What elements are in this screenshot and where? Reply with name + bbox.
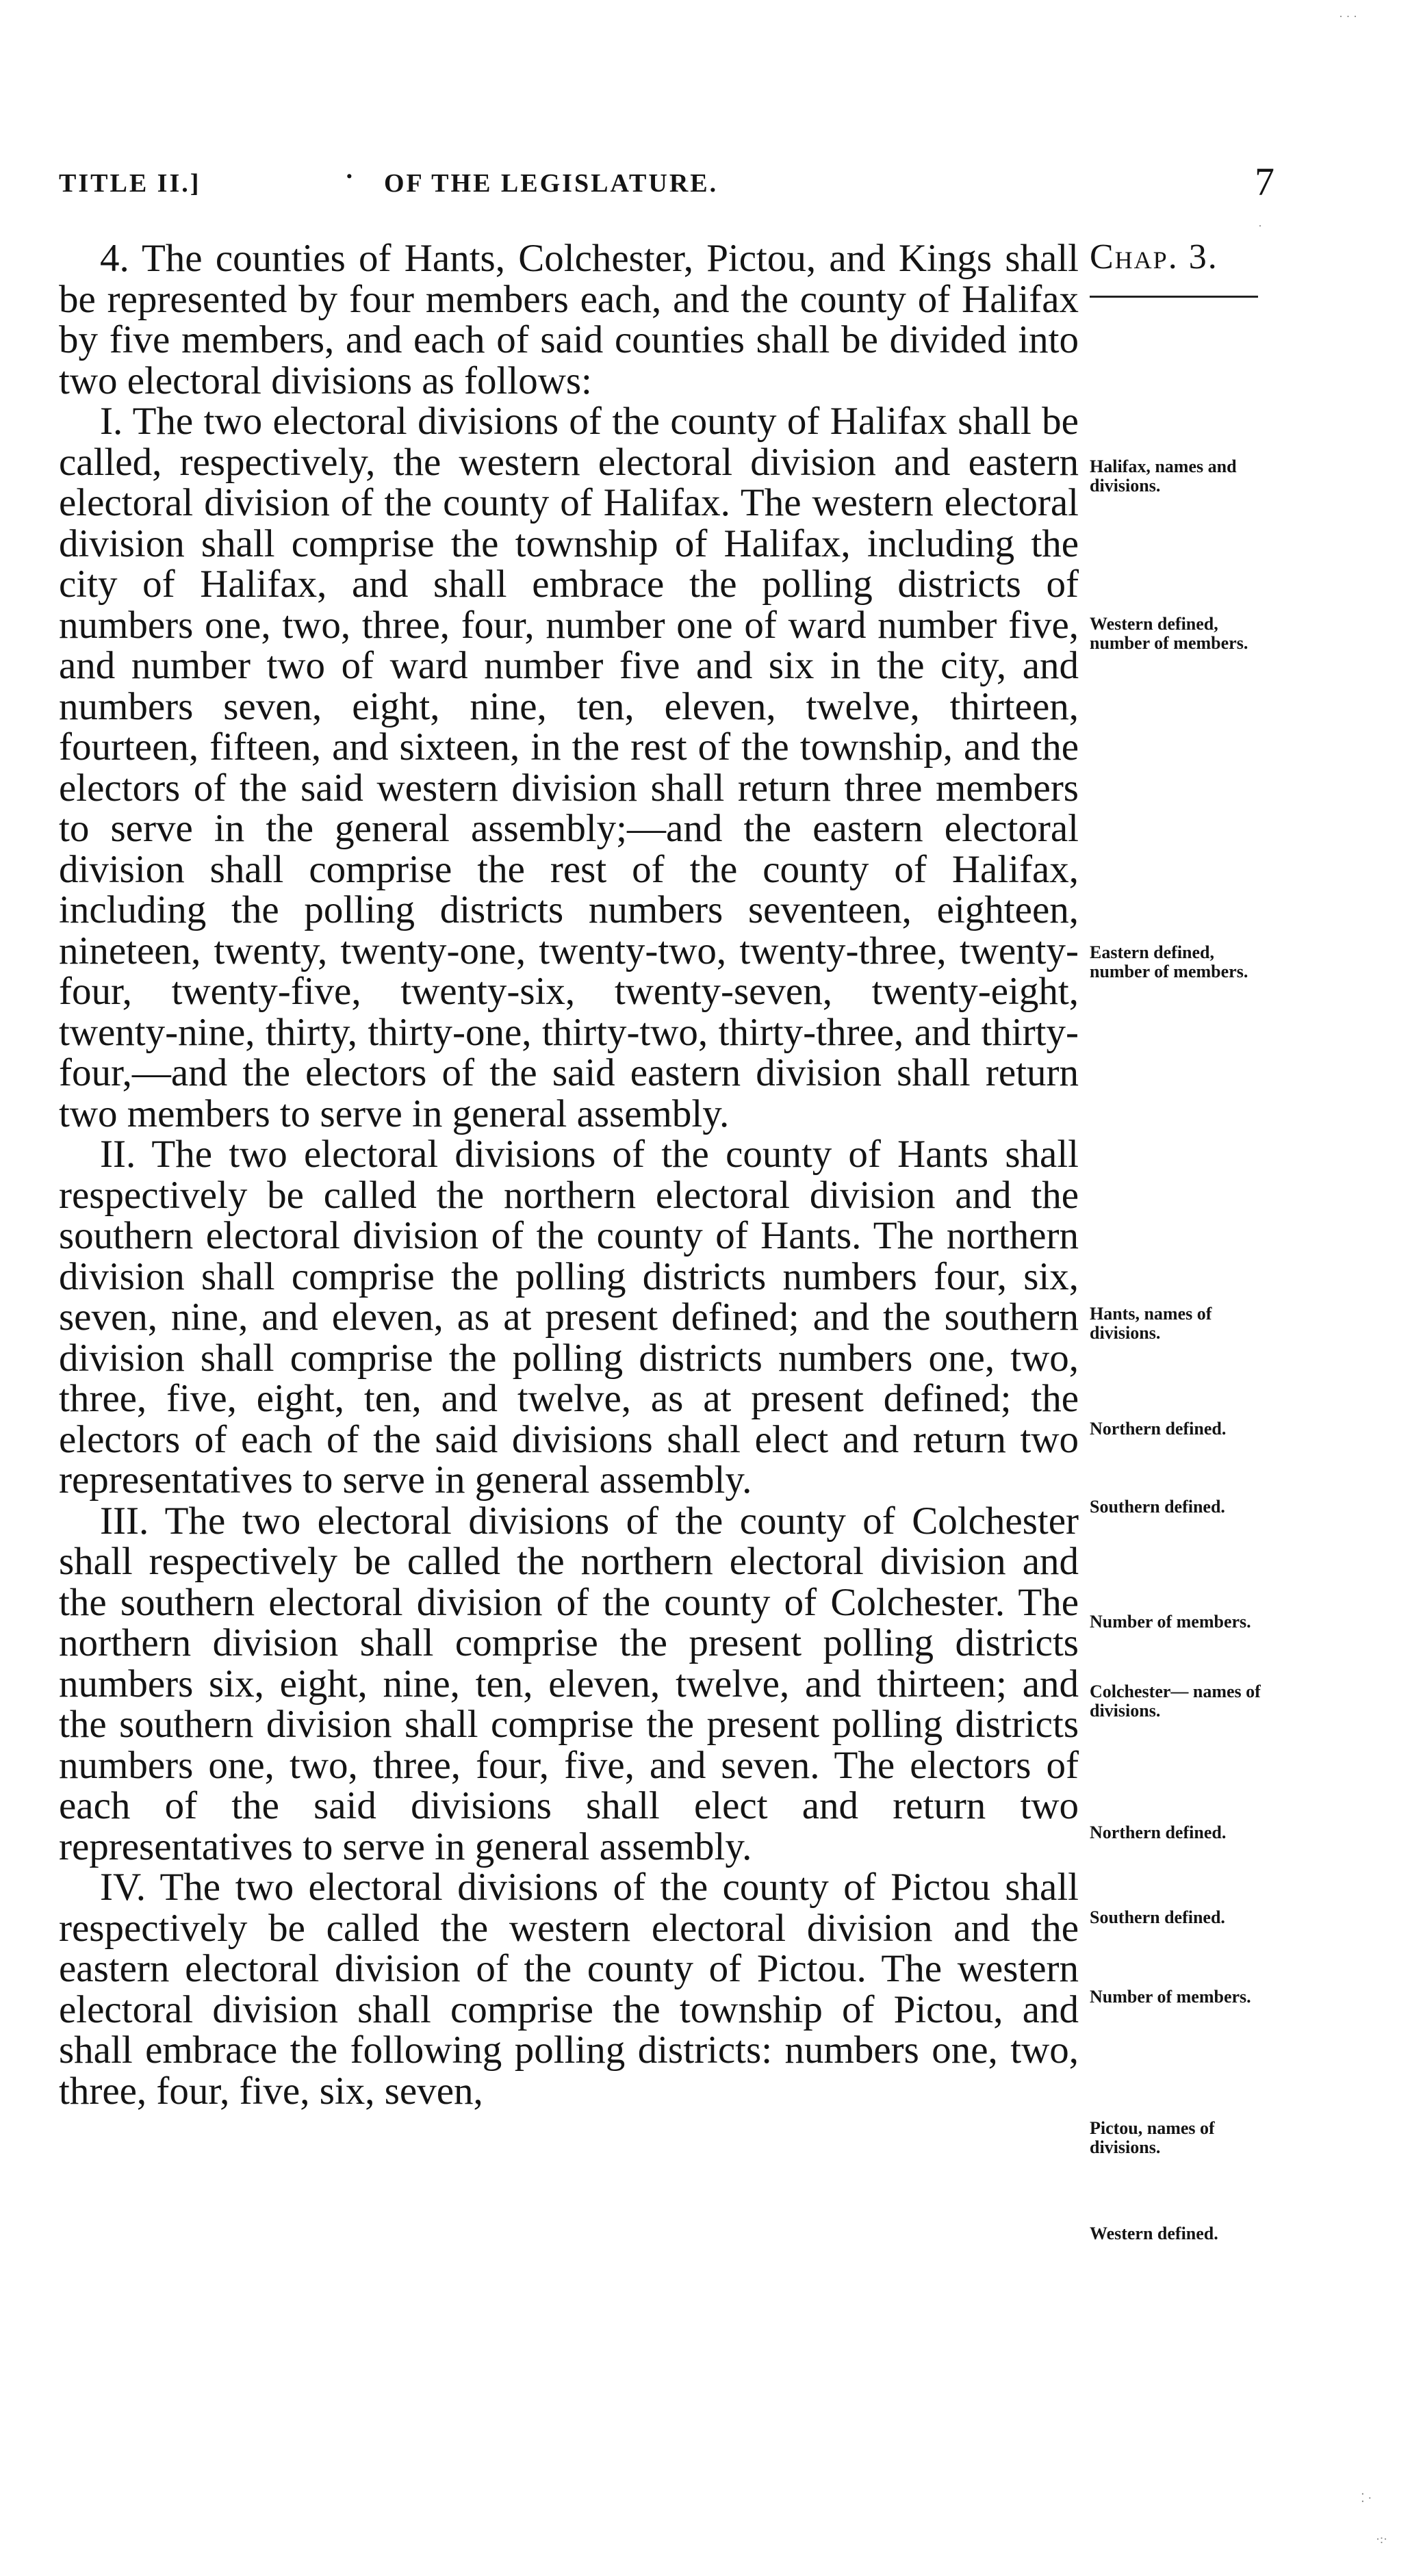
margin-note-hants-southern: Southern defined. — [1090, 1497, 1225, 1517]
running-header — [59, 159, 1274, 216]
main-text — [59, 238, 1079, 2111]
header-title-number: TITLE II.] — [59, 169, 201, 198]
margin-note-hants-northern: Northern defined. — [1090, 1419, 1227, 1439]
header-speck: · — [345, 162, 354, 191]
chapter-rule — [1090, 296, 1258, 298]
header-title: OF THE LEGISLATURE. — [384, 169, 719, 198]
scan-speck: · · · — [1339, 10, 1357, 23]
margin-note-pictou-western: Western defined. — [1090, 2224, 1218, 2243]
margin-note-colchester-northern: Northern defined. — [1090, 1822, 1227, 1842]
margin-note-western-defined: Western defined, number of members. — [1090, 614, 1248, 653]
margin-note-colchester-members: Number of members. — [1090, 1987, 1251, 2007]
margin-note-eastern-defined: Eastern defined, number of members. — [1090, 942, 1248, 981]
paragraph-section-4: 4. The counties of Hants, Colchester, Pictou, and Kings shall be represented by four members each, and the county of Halifax by five members, and each of said counties shall be divided into two electoral divisions as follows: — [59, 237, 1079, 402]
margin-note-hants-members: Number of members. — [1090, 1612, 1251, 1632]
paragraph-colchester: III. The two electoral divisions of the county of Colchester shall respectively be called the northern electoral division and the southern electoral division of the county of Colchester. The northern division shall comprise the present polling districts numbers six, eight, nine, ten, eleven, twelve, and thirteen; and the southern division shall comprise the present polling districts numbers one, two, three, four, five, and seven. The electors of each of the said divisions shall elect and return two representatives to serve in general assembly. — [59, 1499, 1079, 1868]
scan-speck: · — [1258, 219, 1262, 233]
paragraph-pictou: IV. The two electoral divisions of the county of Pictou shall respectively be called the western electoral division and the eastern electoral division of the county of Pictou. The western electoral division shall comprise the township of Pictou, and shall embrace the following polling districts: numbers one, two, three, four, five, six, seven, — [59, 1866, 1079, 2113]
page-number: 7 — [1255, 159, 1274, 204]
margin-note-pictou-names: Pictou, names of divisions. — [1090, 2118, 1215, 2157]
scan-speck: ·:· — [1376, 2532, 1387, 2546]
paragraph-hants: II. The two electoral divisions of the county of Hants shall respectively be called the northern electoral division and the southern electoral division of the county of Hants. The northern division shall comprise the polling districts numbers four, six, seven, nine, and eleven, as at present defined; and the southern division shall comprise the polling districts numbers one, two, three, five, eight, ten, and twelve, as at present defined; the electors of each of the said divisions shall elect and return two representatives to serve in general assembly. — [59, 1133, 1079, 1502]
margin-note-hants-names: Hants, names of divisions. — [1090, 1304, 1212, 1343]
paragraph-halifax: I. The two electoral divisions of the county of Halifax shall be called, respectively, the western electoral division and eastern electoral division of the county of Halifax. The western electoral division shall comprise the township of Halifax, including the city of Halifax, and shall embrace the polling districts of numbers one, two, three, four, number one of ward number five, and number two of ward number five and six in the city, and numbers seven, eight, nine, ten, eleven, twelve, thirteen, fourteen, fifteen, and sixteen, in the rest of the township, and the electors of the said western division shall return three members to serve in the general assembly;—and the eastern electoral division shall comprise the rest of the county of Halifax, including the polling districts numbers seventeen, eighteen, nineteen, twenty, twenty-one, twenty-two, twenty-three, twenty-four, twenty-five, twenty-six, twenty-seven, twenty-eight, twenty-nine, thirty, thirty-one, thirty-two, thirty-three, and thirty-four,—and the electors of the said eastern division shall return two members to serve in general assembly. — [59, 400, 1079, 1135]
scan-speck: ⁚ · — [1361, 2491, 1372, 2505]
margin-note-colchester-southern: Southern defined. — [1090, 1907, 1225, 1927]
chapter-label: Chap. 3. — [1090, 237, 1218, 276]
margin-note-halifax-names: Halifax, names and divisions. — [1090, 456, 1237, 495]
margin-note-colchester-names: Colchester— names of divisions. — [1090, 1682, 1261, 1721]
